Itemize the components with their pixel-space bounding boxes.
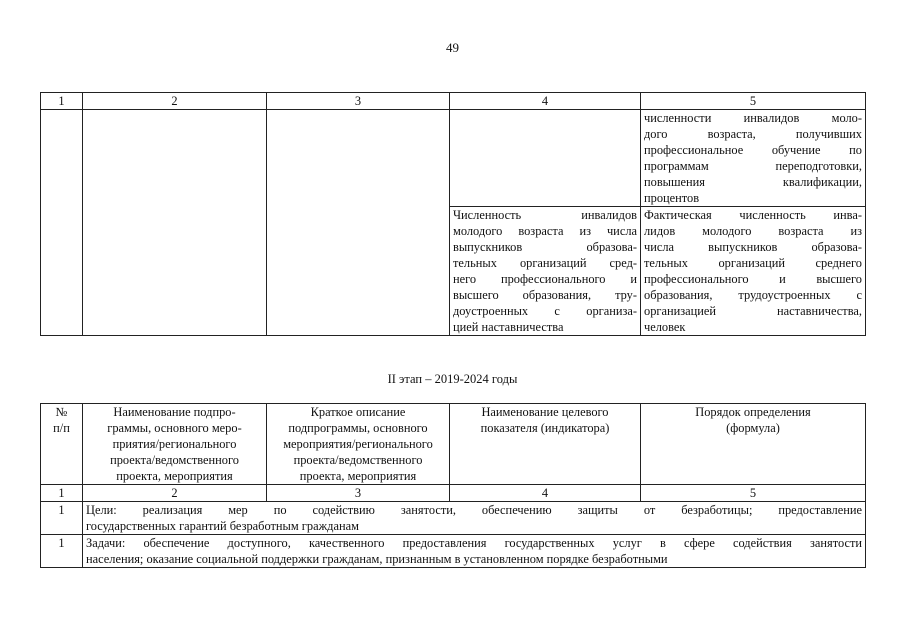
indicator-name-cell xyxy=(450,207,641,336)
header-line: (формула) xyxy=(726,421,780,435)
text-line: тельных организаций среднего xyxy=(644,256,862,270)
header-line: граммы, основного меро- xyxy=(107,421,242,435)
header-line: Порядок определения xyxy=(695,405,811,419)
header-line: подпрограммы, основного xyxy=(288,421,428,435)
header-line: Наименование подпро- xyxy=(113,405,236,419)
header-subprogram-name xyxy=(83,404,267,485)
stage-title: II этап – 2019-2024 годы xyxy=(387,372,518,386)
tasks-text xyxy=(83,535,866,568)
header-line: проекта/ведомственного xyxy=(110,453,239,467)
text-line: профессиональное обучение по xyxy=(644,143,862,157)
header-line: показателя (индикатора) xyxy=(480,421,610,435)
text-line: повышения квалификации, xyxy=(644,175,862,189)
header-line: Краткое описание xyxy=(310,405,406,419)
col-number-5: 5 xyxy=(641,93,866,110)
table-row xyxy=(41,110,866,207)
col-number-1: 1 xyxy=(41,485,83,502)
text-line: Фактическая численность инва- xyxy=(644,208,862,222)
header-line: проекта, мероприятия xyxy=(116,469,233,483)
text-line: государственных гарантий безработным гражданам xyxy=(86,519,359,533)
goals-text xyxy=(83,502,866,535)
text-line: процентов xyxy=(644,191,700,205)
header-short-description xyxy=(267,404,450,485)
header-line: приятия/регионального xyxy=(112,437,237,451)
text-line: него профессионального и xyxy=(453,272,637,286)
col-number-5: 5 xyxy=(641,485,866,502)
stage-table xyxy=(40,403,866,568)
text-line: дого возраста, получивших xyxy=(644,127,862,141)
text-line: Задачи: обеспечение доступного, качественного предоставления государственных услуг в сфере содействия занятости xyxy=(86,536,862,550)
header-line: проекта/ведомственного xyxy=(293,453,423,467)
header-line: № xyxy=(55,405,68,419)
text-line: Численность инвалидов xyxy=(453,208,637,222)
text-line: человек xyxy=(644,320,686,334)
empty-cell xyxy=(41,110,83,336)
text-line: Цели: реализация мер по содействию занятости, обеспечению защиты от безработицы; предоставление xyxy=(86,503,862,517)
text-line: лидов молодого возраста из xyxy=(644,224,862,238)
text-line: высшего образования, тру- xyxy=(453,288,637,302)
header-line: проекта, мероприятия xyxy=(299,469,417,483)
empty-cell xyxy=(450,110,641,207)
header-line: мероприятия/регионального xyxy=(283,437,433,451)
indicator-formula-cell xyxy=(641,110,866,207)
col-number-1: 1 xyxy=(41,93,83,110)
col-number-4: 4 xyxy=(450,485,641,502)
text-line: профессионального и высшего xyxy=(644,272,862,286)
tasks-number: 1 xyxy=(41,535,83,568)
text-line: тельных организаций сред- xyxy=(453,256,637,270)
header-number xyxy=(41,404,83,485)
text-line: цией наставничества xyxy=(453,320,564,334)
indicator-formula-cell xyxy=(641,207,866,336)
page-number: 49 xyxy=(446,40,459,55)
text-line: программам переподготовки, xyxy=(644,159,862,173)
header-row xyxy=(41,404,866,485)
text-line: числа выпускников образова- xyxy=(644,240,862,254)
col-number-3: 3 xyxy=(267,93,450,110)
text-line: выпускников образова- xyxy=(453,240,637,254)
col-number-2: 2 xyxy=(83,485,267,502)
header-indicator-name xyxy=(450,404,641,485)
text-line: населения; оказание социальной поддержки гражданам, признанным в установленном порядке безработными xyxy=(86,552,668,566)
header-line: п/п xyxy=(53,421,70,435)
empty-cell xyxy=(267,110,450,336)
tasks-row xyxy=(41,535,866,568)
text-line: организацией наставничества, xyxy=(644,304,862,318)
col-number-3: 3 xyxy=(267,485,450,502)
empty-cell xyxy=(83,110,267,336)
goals-row xyxy=(41,502,866,535)
column-number-row xyxy=(41,485,866,502)
col-number-4: 4 xyxy=(450,93,641,110)
continuation-table xyxy=(40,92,866,336)
goals-number: 1 xyxy=(41,502,83,535)
column-number-row xyxy=(41,93,866,110)
text-line: численности инвалидов моло- xyxy=(644,111,862,125)
text-line: образования, трудоустроенных с xyxy=(644,288,862,302)
header-line: Наименование целевого xyxy=(481,405,609,419)
col-number-2: 2 xyxy=(83,93,267,110)
header-formula xyxy=(641,404,866,485)
text-line: молодого возраста из числа xyxy=(453,224,637,238)
text-line: доустроенных с организа- xyxy=(453,304,637,318)
